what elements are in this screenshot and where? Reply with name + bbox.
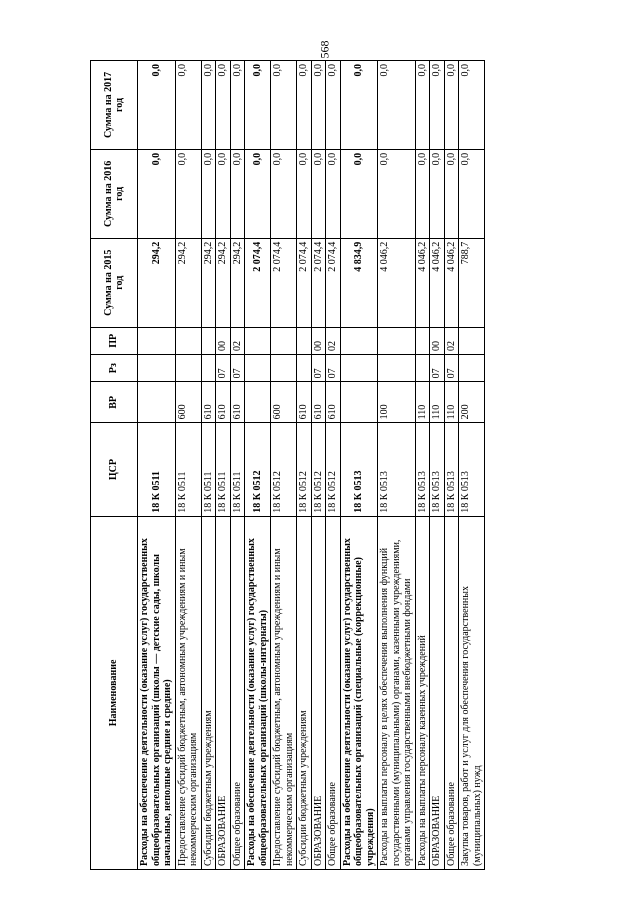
cell-vr (340, 382, 378, 423)
cell-pr: 02 (444, 327, 459, 354)
cell-rz: 07 (230, 355, 245, 382)
cell-rz: 07 (216, 355, 231, 382)
cell-sum-2016: 0,0 (430, 149, 445, 238)
table-row (297, 61, 312, 870)
cell-name: Предоставление субсидий бюджетным, автономным учреждениям и иным некоммерческим организациям (175, 516, 201, 869)
cell-pr (201, 327, 216, 354)
cell-name: ОБРАЗОВАНИЕ (311, 516, 326, 869)
table-body (138, 61, 485, 870)
cell-csr: 18 К 0512 (326, 423, 341, 516)
cell-pr: 00 (311, 327, 326, 354)
table-row (430, 61, 445, 870)
table-row (378, 61, 416, 870)
table-row (216, 61, 231, 870)
cell-vr: 110 (415, 382, 430, 423)
cell-vr: 610 (230, 382, 245, 423)
cell-sum-2017: 0,0 (415, 61, 430, 150)
cell-sum-2016: 0,0 (415, 149, 430, 238)
cell-vr: 610 (201, 382, 216, 423)
table-row (201, 61, 216, 870)
cell-sum-2017: 0,0 (216, 61, 231, 150)
cell-sum-2016: 0,0 (138, 149, 176, 238)
cell-name: Закупка товаров, работ и услуг для обеспечения государственных (муниципальных) нужд (459, 516, 485, 869)
cell-sum-2017: 0,0 (444, 61, 459, 150)
cell-vr: 110 (430, 382, 445, 423)
cell-sum-2017: 0,0 (245, 61, 271, 150)
cell-sum-2015: 4 046,2 (430, 238, 445, 327)
cell-pr (271, 327, 297, 354)
cell-sum-2016: 0,0 (311, 149, 326, 238)
cell-sum-2017: 0,0 (311, 61, 326, 150)
cell-rz (245, 355, 271, 382)
table-row (326, 61, 341, 870)
cell-vr: 100 (378, 382, 416, 423)
cell-name: ОБРАЗОВАНИЕ (216, 516, 231, 869)
header-csr: ЦСР (91, 423, 138, 516)
cell-sum-2016: 0,0 (230, 149, 245, 238)
header-pr: ПР (91, 327, 138, 354)
page-number: 568 (317, 40, 332, 59)
cell-sum-2015: 294,2 (138, 238, 176, 327)
cell-rz (138, 355, 176, 382)
cell-rz: 07 (326, 355, 341, 382)
cell-pr: 00 (430, 327, 445, 354)
cell-name: Общее образование (444, 516, 459, 869)
cell-name: Субсидии бюджетным учреждениям (201, 516, 216, 869)
cell-sum-2015: 4 046,2 (378, 238, 416, 327)
cell-rz (201, 355, 216, 382)
cell-csr: 18 К 0512 (311, 423, 326, 516)
cell-sum-2015: 294,2 (230, 238, 245, 327)
cell-csr: 18 К 0512 (271, 423, 297, 516)
cell-pr (175, 327, 201, 354)
cell-csr: 18 К 0513 (459, 423, 485, 516)
cell-sum-2017: 0,0 (340, 61, 378, 150)
table-row (271, 61, 297, 870)
cell-sum-2017: 0,0 (378, 61, 416, 150)
cell-sum-2016: 0,0 (201, 149, 216, 238)
cell-sum-2017: 0,0 (201, 61, 216, 150)
cell-sum-2015: 788,7 (459, 238, 485, 327)
cell-sum-2016: 0,0 (297, 149, 312, 238)
table-row (230, 61, 245, 870)
header-sum-2017: Сумма на 2017 год (91, 61, 138, 150)
cell-name: Расходы на обеспечение деятельности (оказание услуг) государственных общеобразовательных организаций (школы — детские сады, школы начальные, неполные средние и средние) (138, 516, 176, 869)
cell-csr: 18 К 0513 (378, 423, 416, 516)
cell-sum-2015: 2 074,4 (245, 238, 271, 327)
cell-sum-2015: 2 074,4 (271, 238, 297, 327)
cell-vr: 200 (459, 382, 485, 423)
cell-rz (340, 355, 378, 382)
cell-csr: 18 К 0512 (245, 423, 271, 516)
cell-csr: 18 К 0511 (216, 423, 231, 516)
cell-sum-2015: 2 074,4 (297, 238, 312, 327)
cell-sum-2017: 0,0 (326, 61, 341, 150)
cell-pr (138, 327, 176, 354)
table-row (459, 61, 485, 870)
table-row (340, 61, 378, 870)
cell-sum-2016: 0,0 (216, 149, 231, 238)
cell-sum-2015: 2 074,4 (311, 238, 326, 327)
cell-sum-2016: 0,0 (444, 149, 459, 238)
cell-name: Расходы на обеспечение деятельности (оказание услуг) государственных общеобразовательных организаций (школы-интернаты) (245, 516, 271, 869)
cell-csr: 18 К 0513 (340, 423, 378, 516)
cell-vr (138, 382, 176, 423)
budget-table (90, 60, 485, 870)
cell-sum-2017: 0,0 (297, 61, 312, 150)
cell-pr (297, 327, 312, 354)
cell-rz (459, 355, 485, 382)
cell-name: Расходы на выплаты персоналу казенных учреждений (415, 516, 430, 869)
cell-name: Предоставление субсидий бюджетным, автономным учреждениям и иным некоммерческим организациям (271, 516, 297, 869)
header-vr: ВР (91, 382, 138, 423)
table-header-row (91, 61, 138, 870)
cell-rz (175, 355, 201, 382)
cell-name: Общее образование (230, 516, 245, 869)
cell-pr (378, 327, 416, 354)
cell-name: ОБРАЗОВАНИЕ (430, 516, 445, 869)
cell-csr: 18 К 0513 (430, 423, 445, 516)
table-row (415, 61, 430, 870)
cell-sum-2017: 0,0 (138, 61, 176, 150)
cell-pr: 00 (216, 327, 231, 354)
cell-pr (340, 327, 378, 354)
cell-sum-2016: 0,0 (271, 149, 297, 238)
cell-rz (297, 355, 312, 382)
cell-sum-2016: 0,0 (175, 149, 201, 238)
cell-sum-2017: 0,0 (430, 61, 445, 150)
cell-sum-2015: 294,2 (201, 238, 216, 327)
cell-sum-2016: 0,0 (326, 149, 341, 238)
cell-sum-2015: 294,2 (216, 238, 231, 327)
header-name: Наименование (91, 516, 138, 869)
cell-vr: 610 (297, 382, 312, 423)
cell-csr: 18 К 0511 (138, 423, 176, 516)
header-sum-2016: Сумма на 2016 год (91, 149, 138, 238)
cell-pr: 02 (326, 327, 341, 354)
cell-rz: 07 (311, 355, 326, 382)
cell-name: Расходы на выплаты персоналу в целях обеспечения выполнения функций государственными (муниципальными) органами, казенными учреждениями, органами управления государственными внебюджетными фондами (378, 516, 416, 869)
table-row (245, 61, 271, 870)
cell-sum-2016: 0,0 (245, 149, 271, 238)
cell-csr: 18 К 0513 (444, 423, 459, 516)
cell-rz (271, 355, 297, 382)
cell-rz: 07 (430, 355, 445, 382)
cell-sum-2017: 0,0 (271, 61, 297, 150)
table-row (175, 61, 201, 870)
table-row (444, 61, 459, 870)
cell-vr: 610 (326, 382, 341, 423)
cell-sum-2016: 0,0 (459, 149, 485, 238)
cell-csr: 18 К 0511 (175, 423, 201, 516)
cell-sum-2015: 4 046,2 (415, 238, 430, 327)
header-sum-2015: Сумма на 2015 год (91, 238, 138, 327)
cell-sum-2015: 4 834,9 (340, 238, 378, 327)
cell-sum-2017: 0,0 (459, 61, 485, 150)
cell-sum-2015: 4 046,2 (444, 238, 459, 327)
cell-sum-2017: 0,0 (230, 61, 245, 150)
cell-vr: 610 (311, 382, 326, 423)
cell-csr: 18 К 0511 (201, 423, 216, 516)
cell-sum-2017: 0,0 (175, 61, 201, 150)
cell-csr: 18 К 0512 (297, 423, 312, 516)
cell-name: Субсидии бюджетным учреждениям (297, 516, 312, 869)
cell-pr: 02 (230, 327, 245, 354)
cell-vr: 110 (444, 382, 459, 423)
cell-csr: 18 К 0511 (230, 423, 245, 516)
cell-pr (245, 327, 271, 354)
cell-sum-2015: 2 074,4 (326, 238, 341, 327)
rotated-table-container (90, 60, 550, 870)
cell-rz (415, 355, 430, 382)
header-rz: Рз (91, 355, 138, 382)
cell-rz (378, 355, 416, 382)
cell-name: Расходы на обеспечение деятельности (оказание услуг) государственных общеобразовательных организаций (специальные (коррекционные) учреждения) (340, 516, 378, 869)
cell-csr: 18 К 0513 (415, 423, 430, 516)
table-row (311, 61, 326, 870)
cell-vr: 610 (216, 382, 231, 423)
cell-vr (245, 382, 271, 423)
cell-name: Общее образование (326, 516, 341, 869)
cell-pr (415, 327, 430, 354)
cell-rz: 07 (444, 355, 459, 382)
cell-sum-2016: 0,0 (340, 149, 378, 238)
cell-pr (459, 327, 485, 354)
cell-sum-2016: 0,0 (378, 149, 416, 238)
cell-sum-2015: 294,2 (175, 238, 201, 327)
cell-vr: 600 (271, 382, 297, 423)
table-row (138, 61, 176, 870)
cell-vr: 600 (175, 382, 201, 423)
